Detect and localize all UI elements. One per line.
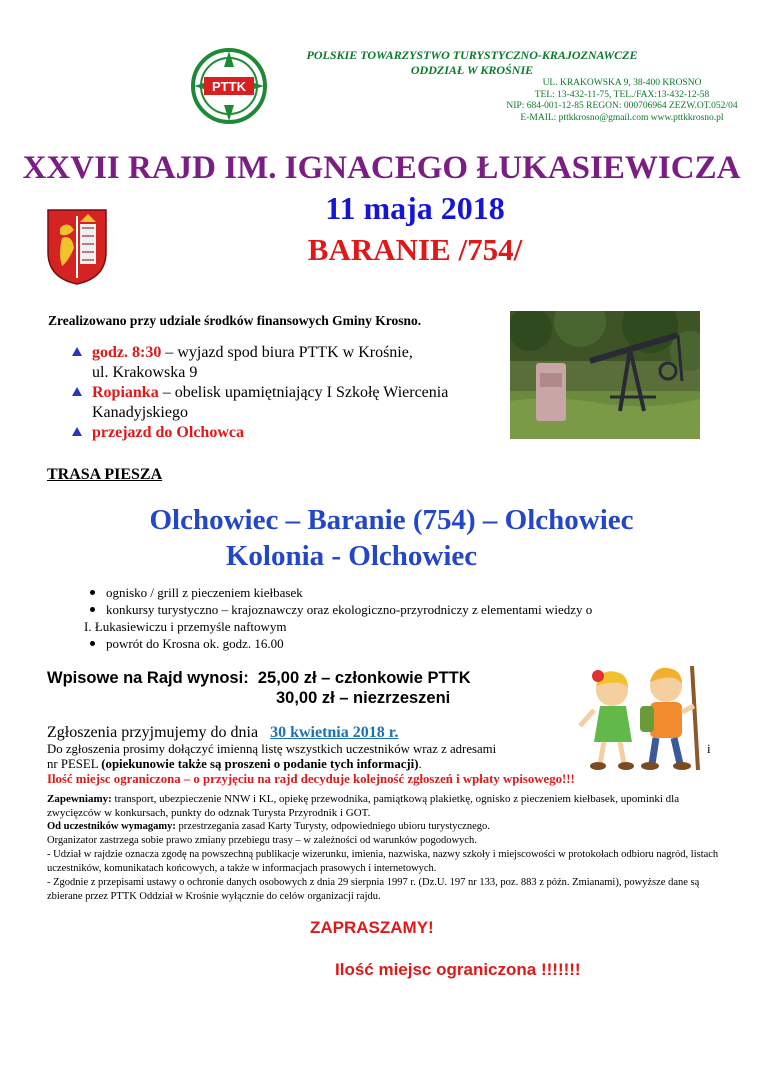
itinerary-list xyxy=(70,343,510,443)
org-branch: ODDZIAŁ W KROŚNIE xyxy=(410,63,534,77)
list-item xyxy=(88,584,688,601)
requirements-label: Od uczestników wymagamy: xyxy=(47,821,176,832)
fee-line-1 xyxy=(47,668,471,688)
program-list xyxy=(84,584,688,652)
item-transfer: przejazd do Olchowca xyxy=(92,424,244,441)
invitation: ZAPRASZAMY! xyxy=(310,918,434,937)
org-nip: NIP: 684-001-12-85 REGON: 000706964 ZEZW.OT.052/04 xyxy=(506,101,738,111)
registration-deadline xyxy=(47,723,398,743)
org-header xyxy=(282,48,738,124)
pttk-logo xyxy=(190,47,268,125)
event-date: 11 maja 2018 xyxy=(325,190,505,226)
bullet-text: ognisko / grill z pieczeniem kiełbasek xyxy=(106,585,303,600)
registration-text: Do zgłoszenia prosimy dołączyć imienną listę wszystkich uczestników wraz z adresami xyxy=(47,742,497,756)
route-line-2: Kolonia - Olchowiec xyxy=(225,540,478,572)
organizer-note: Organizator zastrzega sobie prawo zmiany przebiegu trasy – w zależności od warunków pogodowych. xyxy=(47,835,477,846)
list-item xyxy=(70,423,510,443)
trasa-heading: TRASA PIESZA xyxy=(47,466,163,483)
provided-text: transport, ubezpieczenie NNW i KL, opiekę przewodnika, pamiątkową plakietkę, ognisko z pieczeniem kiełbasek, upominki dla zwycięzców w konkursach, punkty do odznak Turysta Przyrodnik i GOT. xyxy=(47,793,680,819)
bullet-dot xyxy=(90,641,95,646)
item-text: – obelisk upamiętniający I Szkołę Wiercenia xyxy=(158,384,449,401)
provided-paragraph xyxy=(47,792,727,820)
item-text-cont: Kanadyjskiego xyxy=(92,404,188,421)
list-item xyxy=(70,383,510,423)
period: . xyxy=(418,757,422,771)
fee-nonmembers: 30,00 zł – niezrzeszeni xyxy=(276,689,451,707)
org-name: POLSKIE TOWARZYSTWO TURYSTYCZNO-KRAJOZNAWCZE xyxy=(306,48,638,62)
bullet-icon xyxy=(72,387,82,396)
data-protection-note: - Zgodnie z przepisami ustawy o ochronie danych osobowych z dnia 29 sierpnia 1997 r. (Dz.U. 197 nr 133, poz. 883 z późn. Zmianami), powyższe dane są zbierane przez PTTK Oddział w Krośnie wyłącznie do celów organizacji rajdu. xyxy=(47,877,700,902)
route-line-1: Olchowiec – Baranie (754) – Olchowiec xyxy=(149,504,634,536)
terms-section xyxy=(47,792,727,904)
registration-text-i: i xyxy=(707,742,711,756)
provided-label: Zapewniamy: xyxy=(47,793,112,805)
bullet-text-cont: I. Łukasiewiczu i przemyśle naftowym xyxy=(84,619,287,634)
org-phone: TEL: 13-432-11-75, TEL./FAX:13-432-12-58 xyxy=(534,89,710,100)
oil-well-photo xyxy=(510,311,700,439)
org-address: UL. KRAKOWSKA 9, 38-400 KROSNO xyxy=(542,78,702,88)
krosno-coat-of-arms xyxy=(46,208,108,286)
pesel-text: nr PESEL xyxy=(47,757,102,771)
org-email: E-MAIL: pttkkrosno@gmail.com www.pttkkrosno.pl xyxy=(520,112,724,123)
registration-details xyxy=(47,742,717,787)
bullet-icon xyxy=(72,347,82,356)
consent-note: - Udział w rajdzie oznacza zgodę na powszechną publikacje wizerunku, imienia, nazwiska, nazwy szkoły i miejscowości w protokołach odbioru nagród, listach uczestników, komunikatach końcowych, a także w informacjach prasowych i internetowych. xyxy=(47,849,719,874)
limited-places-warning: Ilość miejsc ograniczona – o przyjęciu na rajd decyduje kolejność zgłoszeń i wpłaty wpisowego!!! xyxy=(47,772,575,786)
requirements-text: przestrzegania zasad Karty Turysty, odpowiedniego ubioru turystycznego. xyxy=(175,821,490,832)
list-item xyxy=(70,343,510,383)
event-place: BARANIE /754/ xyxy=(307,232,523,267)
registration-line xyxy=(47,742,717,757)
limited-places-closing: Ilość miejsc ograniczona !!!!!!! xyxy=(335,960,581,979)
item-text-cont: ul. Krakowska 9 xyxy=(92,364,198,381)
list-item xyxy=(88,635,688,652)
requirements-paragraph xyxy=(47,820,727,834)
guardian-note: (opiekunowie także są proszeni o podanie tych informacji) xyxy=(101,757,419,771)
fee-label: Wpisowe na Rajd wynosi: xyxy=(47,669,249,687)
registration-line xyxy=(47,757,717,772)
deadline-date: 30 kwietnia 2018 r. xyxy=(270,724,399,741)
funding-note: Zrealizowano przy udziale środków finansowych Gminy Krosno. xyxy=(48,313,422,328)
route-title xyxy=(0,502,763,574)
item-text: – wyjazd spod biura PTTK w Krośnie, xyxy=(161,344,413,361)
bullet-dot xyxy=(90,607,95,612)
bullet-text: powrót do Krosna ok. godz. 16.00 xyxy=(106,636,284,651)
item-time: godz. 8:30 xyxy=(92,344,162,361)
bullet-text: konkursy turystyczno – krajoznawczy oraz ekologiczno-przyrodniczy z elementami wiedzy o xyxy=(106,602,593,617)
registration-lead: Zgłoszenia przyjmujemy do dnia xyxy=(47,724,259,741)
logo-text: PTTK xyxy=(212,79,246,94)
bullet-dot xyxy=(90,590,95,595)
item-place: Ropianka xyxy=(92,384,159,401)
list-item xyxy=(88,601,688,618)
event-title: XXVII RAJD IM. IGNACEGO ŁUKASIEWICZA xyxy=(22,150,741,186)
fee-members: 25,00 zł – członkowie PTTK xyxy=(257,669,471,687)
bullet-icon xyxy=(72,427,82,436)
